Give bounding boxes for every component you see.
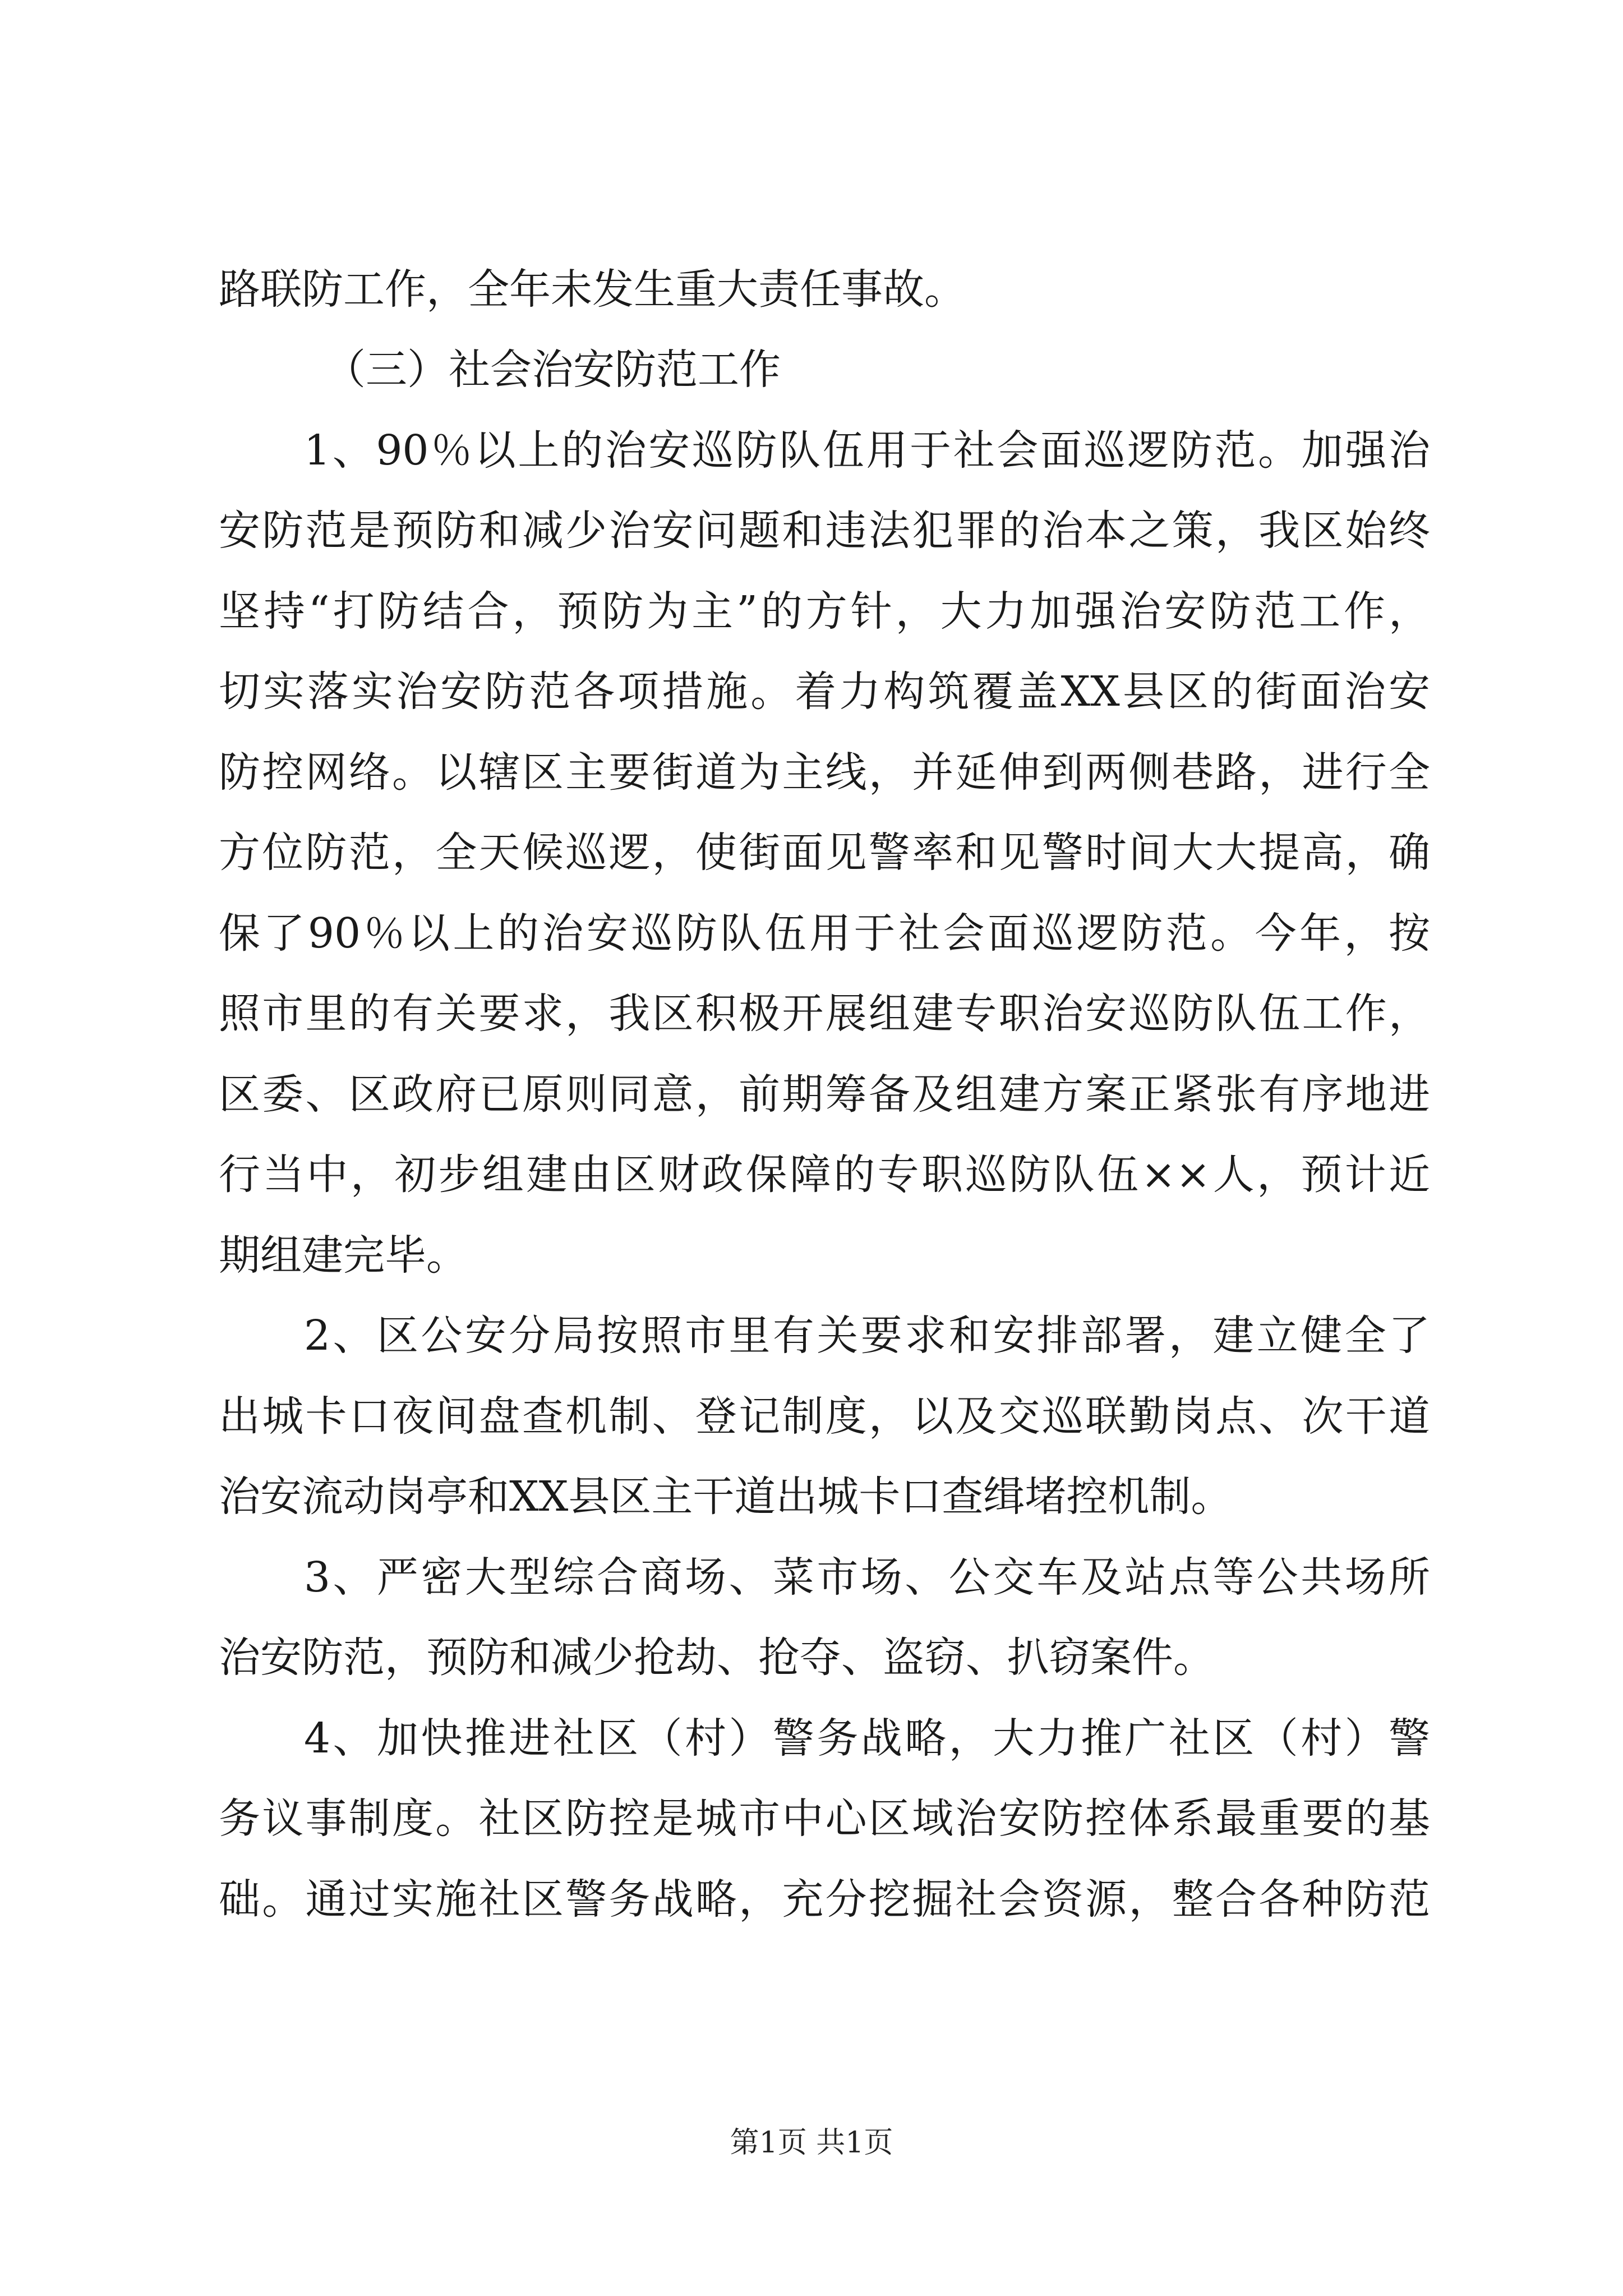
- text-line: 路联防工作，全年未发生重大责任事故。: [219, 265, 966, 314]
- paragraph-line: 行当中，初步组建由区财政保障的专职巡防队伍××人，预计近: [219, 1151, 1430, 1199]
- paragraph-line: 础。通过实施社区警务战略，充分挖掘社会资源，整合各种防范: [219, 1875, 1430, 1924]
- paragraph-3-first-line: 3、严密大型综合商场、菜市场、公交车及站点等公共场所: [304, 1553, 1430, 1602]
- paragraph-line: 出城卡口夜间盘查机制、登记制度，以及交巡联勤岗点、次干道: [219, 1392, 1430, 1441]
- paragraph-line: 区委、区政府已原则同意，前期筹备及组建方案正紧张有序地进: [219, 1070, 1430, 1119]
- paragraph-line: 安防范是预防和减少治安问题和违法犯罪的治本之策，我区始终: [219, 507, 1430, 555]
- paragraph-last-line: 治安防范，预防和减少抢劫、抢夺、盗窃、扒窃案件。: [219, 1634, 1215, 1682]
- paragraph-line: 切实落实治安防范各项措施。着力构筑覆盖XX县区的街面治安: [219, 668, 1430, 716]
- paragraph-last-line: 期组建完毕。: [219, 1231, 468, 1280]
- paragraph-line: 照市里的有关要求，我区积极开展组建专职治安巡防队伍工作，: [219, 990, 1430, 1038]
- section-heading: （三）社会治安防范工作: [324, 346, 781, 394]
- page-number-footer: 第1页 共1页: [730, 2126, 893, 2160]
- paragraph-4-first-line: 4、加快推进社区（村）警务战略，大力推广社区（村）警: [304, 1714, 1430, 1763]
- paragraph-line: 坚持“打防结合，预防为主”的方针，大力加强治安防范工作，: [219, 587, 1430, 636]
- paragraph-line: 务议事制度。社区防控是城市中心区域治安防控体系最重要的基: [219, 1795, 1430, 1843]
- paragraph-line: 保了90％以上的治安巡防队伍用于社会面巡逻防范。今年，按: [219, 909, 1430, 958]
- paragraph-1-first-line: 1、90％以上的治安巡防队伍用于社会面巡逻防范。加强治: [304, 426, 1430, 475]
- paragraph-2-first-line: 2、区公安分局按照市里有关要求和安排部署，建立健全了: [304, 1312, 1430, 1360]
- paragraph-line: 防控网络。以辖区主要街道为主线，并延伸到两侧巷路，进行全: [219, 748, 1430, 797]
- paragraph-line: 方位防范，全天候巡逻，使街面见警率和见警时间大大提高，确: [219, 829, 1430, 877]
- paragraph-last-line: 治安流动岗亭和XX县区主干道出城卡口查缉堵控机制。: [219, 1473, 1233, 1521]
